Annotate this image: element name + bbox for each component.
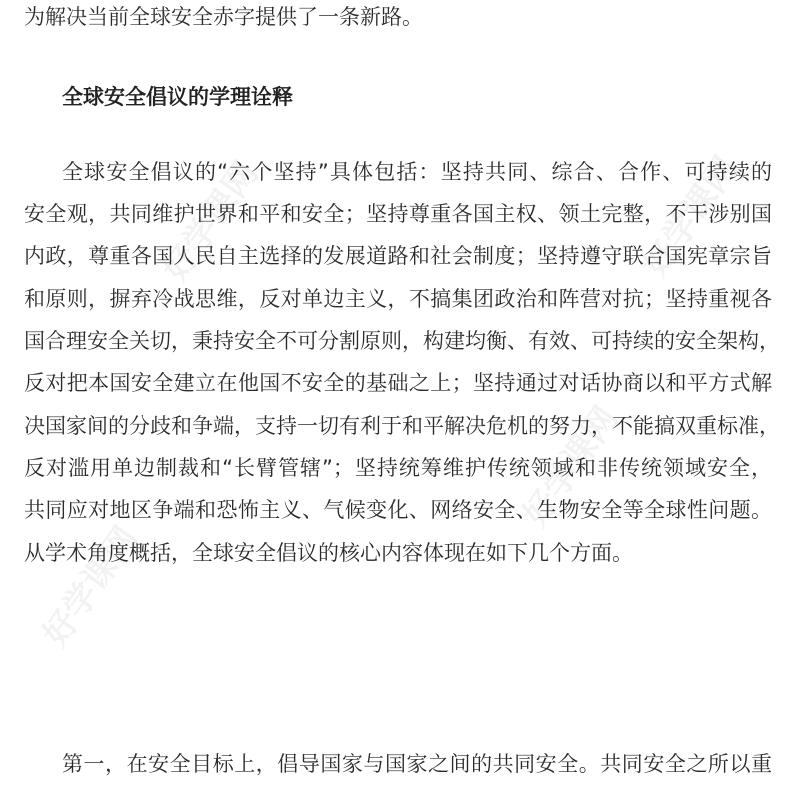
paragraph-line: 共同应对地区争端和恐怖主义、气候变化、网络安全、生物安全等全球性问题。 [24,498,772,522]
watermark: 好学课网 [155,154,267,289]
paragraph-line: 国合理安全关切，秉持安全不可分割原则，构建均衡、有效、可持续的安全架构， [24,329,780,353]
intro-paragraph-tail: 为解决当前全球安全赤字提供了一条新路。 [24,5,423,29]
watermark: 好学课网 [515,399,627,534]
paragraph-line: 从学术角度概括，全球安全倡议的核心内容体现在如下几个方面。 [24,541,633,565]
paragraph-first-point: 第一，在安全目标上，倡导国家与国家之间的共同安全。共同安全之所以重 [62,752,772,776]
paragraph-line: 安全观，共同维护世界和平和安全；坚持尊重各国主权、领土完整，不干涉别国 [24,202,772,226]
paragraph-line: 全球安全倡议的“六个坚持”具体包括：坚持共同、综合、合作、可持续的 [62,160,772,184]
paragraph-line: 决国家间的分歧和争端，支持一切有利于和平解决危机的努力，不能搞双重标准， [24,414,780,438]
watermark: 好学课网 [635,149,747,284]
section-heading: 全球安全倡议的学理诠释 [62,85,293,109]
paragraph-line: 反对滥用单边制裁和“长臂管辖”；坚持统筹维护传统领域和非传统领域安全， [24,456,772,480]
paragraph-line: 和原则，摒弃冷战思维，反对单边主义，不搞集团政治和阵营对抗；坚持重视各 [24,287,772,311]
paragraph-line: 内政，尊重各国人民自主选择的发展道路和社会制度；坚持遵守联合国宪章宗旨 [24,244,772,268]
paragraph-line: 反对把本国安全建立在他国不安全的基础之上；坚持通过对话协商以和平方式解 [24,371,772,395]
watermark: 好学课网 [35,519,147,654]
